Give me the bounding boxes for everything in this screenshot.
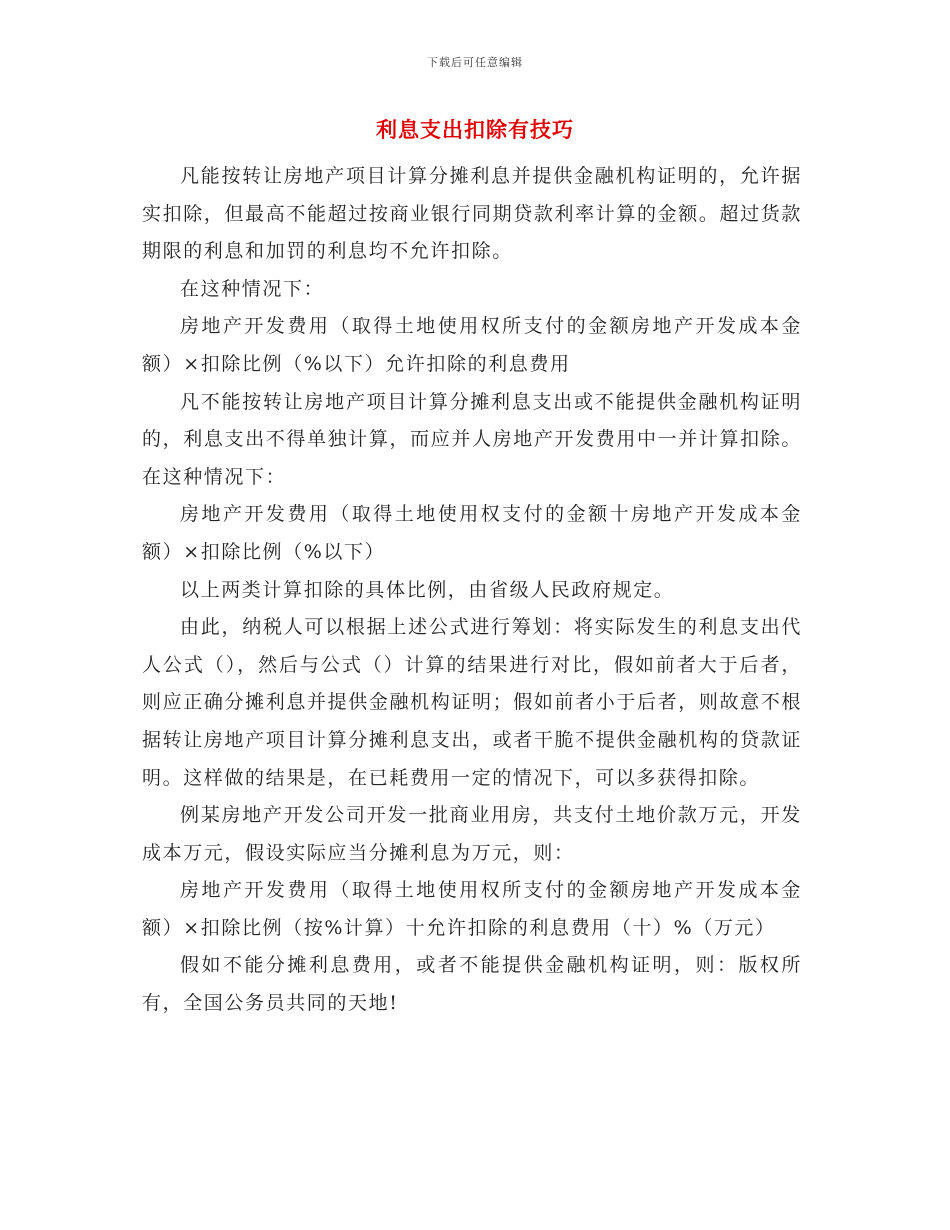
paragraph-3: 房地产开发费用（取得土地使用权所支付的金额房地产开发成本金额）×扣除比例（%以下）允许扣除的利息费用 <box>142 315 802 375</box>
paragraph-1: 凡能按转让房地产项目计算分摊利息并提供金融机构证明的，允许据实扣除，但最高不能超过按商业银行同期贷款利率计算的金额。超过货款期限的利息和加罚的利息均不允许扣除。 <box>142 165 802 263</box>
paragraph-5: 房地产开发费用（取得土地使用权支付的金额十房地产开发成本金额）×扣除比例（%以下） <box>142 503 802 563</box>
document-title: 利息支出扣除有技巧 <box>376 117 574 142</box>
paragraph-9: 房地产开发费用（取得土地使用权所支付的金额房地产开发成本金额）×扣除比例（按%计算）十允许扣除的利息费用（十）%（万元） <box>142 879 802 939</box>
paragraph-8: 例某房地产开发公司开发一批商业用房，共支付土地价款万元，开发成本万元，假设实际应当分摊利息为万元，则： <box>142 804 802 864</box>
paragraph-10: 假如不能分摊利息费用，或者不能提供金融机构证明，则：版权所有，全国公务员共同的天地! <box>142 954 802 1015</box>
header-note: 下载后可任意编辑 <box>427 56 523 69</box>
paragraph-7: 由此，纳税人可以根据上述公式进行筹划：将实际发生的利息支出代人公式（），然后与公式（）计算的结果进行对比，假如前者大于后者，则应正确分摊利息并提供金融机构证明；假如前者小于后者，则故意不根据转让房地产项目计算分摊利息支出，或者干脆不提供金融机构的贷款证明。这样做的结果是，在已耗费用一定的情况下，可以多获得扣除。 <box>142 616 802 789</box>
document-body <box>142 158 802 1023</box>
paragraph-6: 以上两类计算扣除的具体比例，由省级人民政府规定。 <box>180 578 675 601</box>
paragraph-2: 在这种情况下： <box>180 277 325 300</box>
paragraph-4: 凡不能按转让房地产项目计算分摊利息支出或不能提供金融机构证明的，利息支出不得单独计算，而应并人房地产开发费用中一并计算扣除。在这种情况下： <box>142 390 802 488</box>
